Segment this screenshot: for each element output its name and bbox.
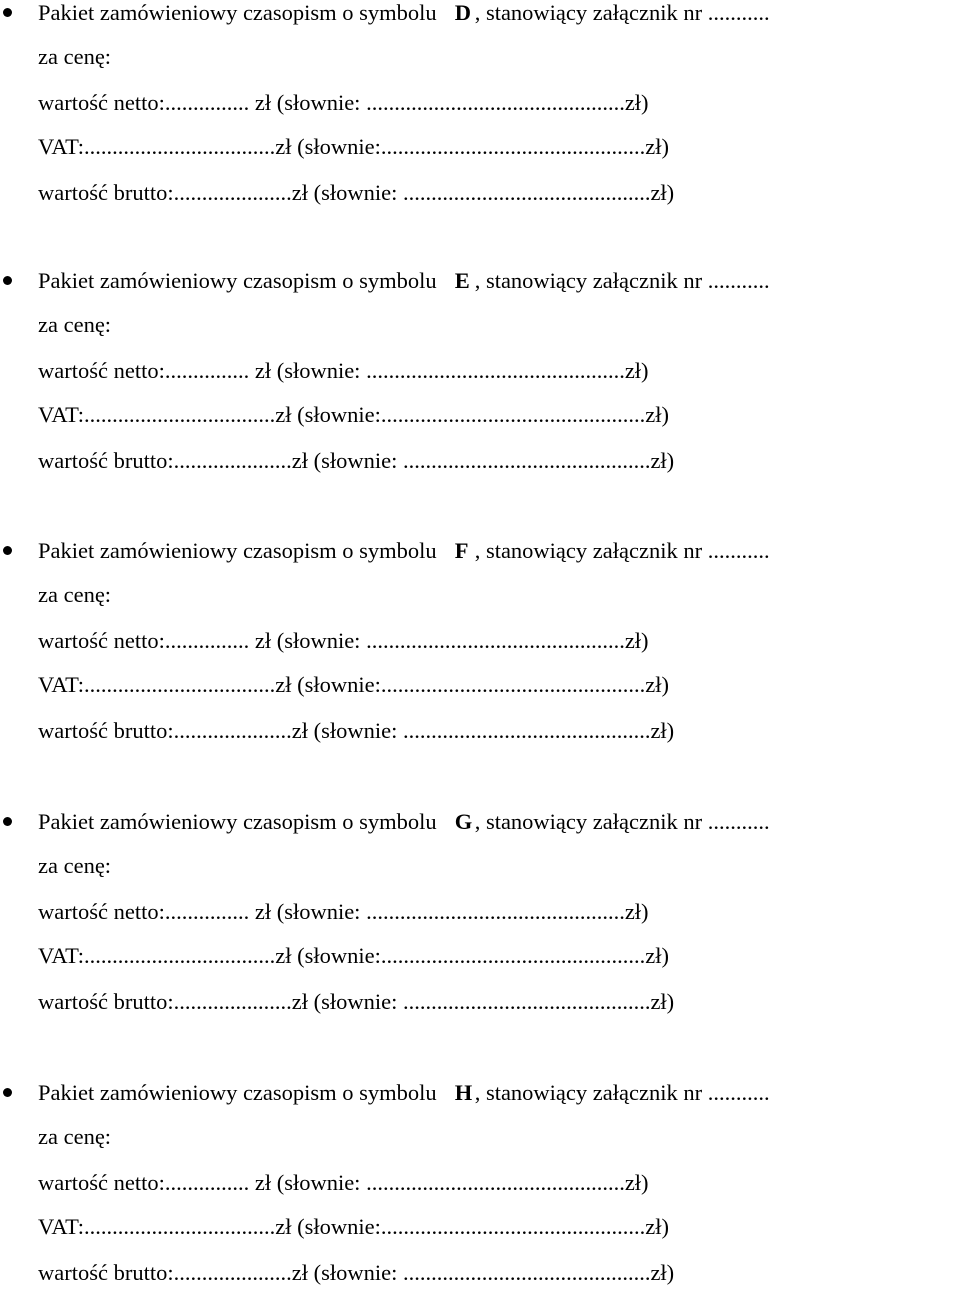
header-prefix: Pakiet zamówieniowy czasopism o symbolu (38, 538, 437, 563)
netto-line: wartość netto:............... zł (słownie: ..............................................zł) (38, 90, 649, 115)
header-prefix: Pakiet zamówieniowy czasopism o symbolu (38, 0, 437, 25)
package-h (0, 1076, 960, 1301)
netto-line: wartość netto:............... zł (słownie: ..............................................zł) (38, 628, 649, 653)
brutto-line: wartość brutto:.....................zł (słownie: ............................................zł) (38, 180, 675, 205)
package-header (38, 534, 956, 568)
package-symbol: D (454, 0, 471, 25)
package-symbol: E (454, 268, 470, 293)
package-g (0, 805, 960, 1030)
package-d (0, 0, 960, 221)
brutto-line: wartość brutto:.....................zł (słownie: ............................................zł) (38, 1260, 675, 1285)
package-f (0, 534, 960, 759)
header-suffix: , stanowiący załącznik nr ........... (474, 1080, 770, 1105)
header-prefix: Pakiet zamówieniowy czasopism o symbolu (38, 809, 437, 834)
vat-line: VAT:..................................zł (słownie:...............................................zł) (38, 1214, 669, 1239)
package-header (38, 1076, 956, 1110)
header-suffix: , stanowiący załącznik nr ........... (474, 268, 770, 293)
header-prefix: Pakiet zamówieniowy czasopism o symbolu (38, 268, 437, 293)
package-symbol: H (454, 1080, 473, 1105)
vat-line: VAT:..................................zł (słownie:...............................................zł) (38, 402, 669, 427)
bullet-icon (3, 8, 12, 17)
vat-line: VAT:..................................zł (słownie:...............................................zł) (38, 943, 669, 968)
vat-line: VAT:..................................zł (słownie:...............................................zł) (38, 134, 669, 159)
package-symbol: G (454, 809, 473, 834)
header-suffix: , stanowiący załącznik nr ........... (474, 538, 770, 563)
price-label: za cenę: (38, 853, 112, 878)
price-label: za cenę: (38, 312, 112, 337)
price-label: za cenę: (38, 44, 112, 69)
brutto-line: wartość brutto:.....................zł (słownie: ............................................zł) (38, 448, 675, 473)
brutto-line: wartość brutto:.....................zł (słownie: ............................................zł) (38, 718, 675, 743)
bullet-icon (3, 817, 12, 826)
header-prefix: Pakiet zamówieniowy czasopism o symbolu (38, 1080, 437, 1105)
header-suffix: , stanowiący załącznik nr ........... (474, 809, 770, 834)
vat-line: VAT:..................................zł (słownie:...............................................zł) (38, 672, 669, 697)
price-label: za cenę: (38, 1124, 112, 1149)
package-header (38, 0, 956, 30)
package-header (38, 264, 956, 298)
package-header (38, 805, 956, 839)
package-e (0, 264, 960, 489)
bullet-icon (3, 1088, 12, 1097)
netto-line: wartość netto:............... zł (słownie: ..............................................zł) (38, 899, 649, 924)
bullet-icon (3, 276, 12, 285)
price-label: za cenę: (38, 582, 112, 607)
netto-line: wartość netto:............... zł (słownie: ..............................................zł) (38, 1170, 649, 1195)
brutto-line: wartość brutto:.....................zł (słownie: ............................................zł) (38, 989, 675, 1014)
package-symbol: F (454, 538, 469, 563)
netto-line: wartość netto:............... zł (słownie: ..............................................zł) (38, 358, 649, 383)
bullet-icon (3, 546, 12, 555)
header-suffix: , stanowiący załącznik nr ........... (474, 0, 770, 25)
